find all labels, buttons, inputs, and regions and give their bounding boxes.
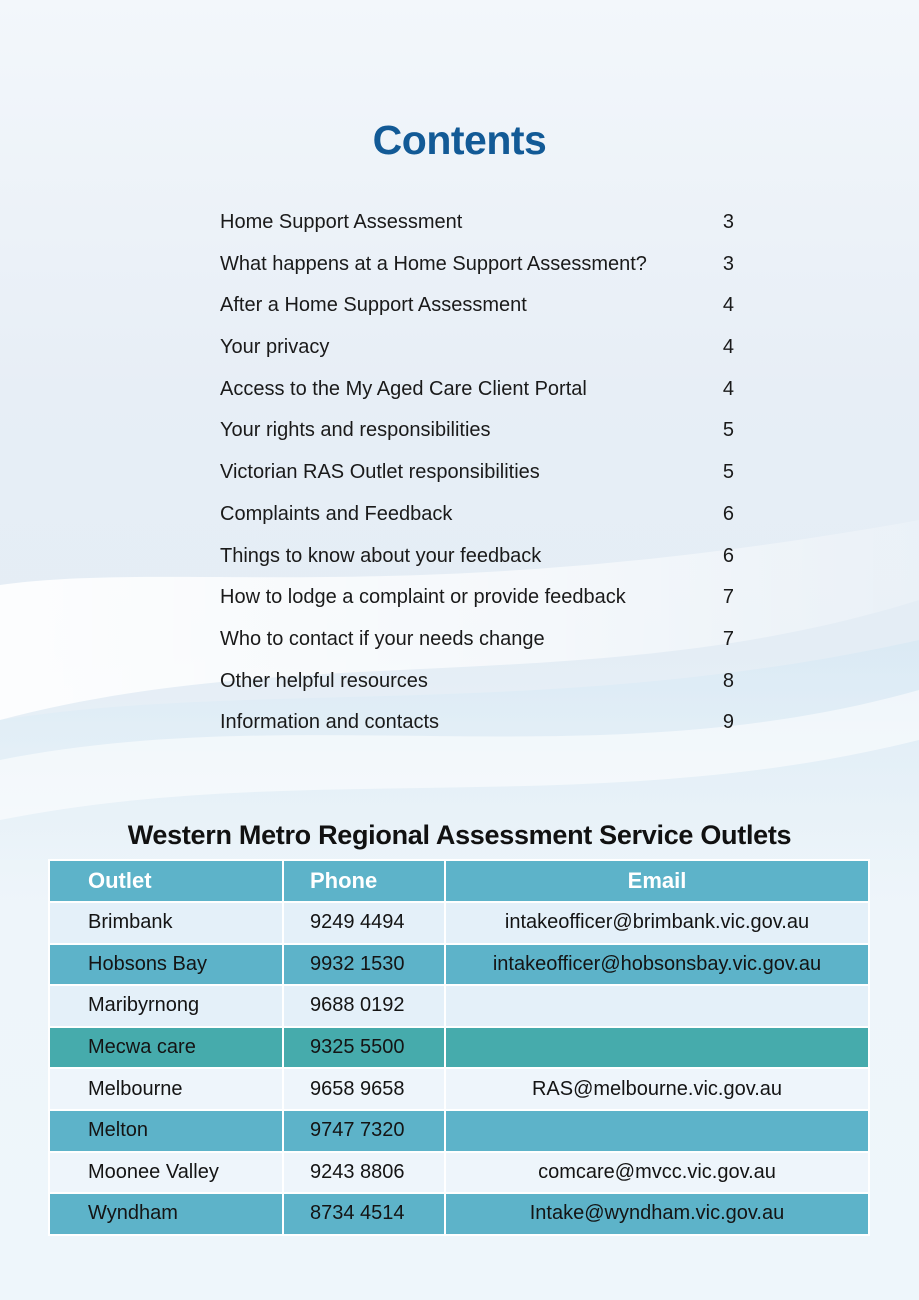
toc-item-label: How to lodge a complaint or provide feedback <box>220 586 626 609</box>
outlets-table <box>48 859 870 1236</box>
outlet-phone[interactable]: 9658 9658 <box>283 1068 445 1110</box>
outlet-phone[interactable]: 9747 7320 <box>283 1110 445 1152</box>
outlet-name: Wyndham <box>49 1193 283 1235</box>
table-row <box>49 1068 869 1110</box>
contents-title: Contents <box>372 117 547 163</box>
toc-item-label: Information and contacts <box>220 711 440 734</box>
toc-item-page: 6 <box>722 544 734 567</box>
toc-item-label: What happens at a Home Support Assessment? <box>220 252 647 275</box>
toc-item-page: 5 <box>722 419 734 442</box>
outlet-email[interactable]: intakeofficer@brimbank.vic.gov.au <box>445 902 869 944</box>
outlet-phone[interactable]: 9932 1530 <box>283 944 445 986</box>
outlet-phone[interactable]: 9688 0192 <box>283 985 445 1027</box>
toc-item-label: Who to contact if your needs change <box>220 627 545 650</box>
outlet-phone[interactable]: 9249 4494 <box>283 902 445 944</box>
toc-item[interactable] <box>220 410 740 452</box>
toc-item-label: Things to know about your feedback <box>220 544 542 567</box>
toc-item-label: Other helpful resources <box>220 669 428 692</box>
outlet-name: Mecwa care <box>49 1027 283 1069</box>
outlets-title: Western Metro Regional Assessment Service Outlets <box>127 820 792 850</box>
toc-item-page: 8 <box>722 669 734 692</box>
toc-item-page: 4 <box>722 336 734 359</box>
toc-item[interactable] <box>220 661 740 703</box>
outlet-email[interactable]: intakeofficer@hobsonsbay.vic.gov.au <box>445 944 869 986</box>
column-header-outlet: Outlet <box>49 860 283 902</box>
toc-item[interactable] <box>220 619 740 661</box>
outlet-name: Hobsons Bay <box>49 944 283 986</box>
toc-item-label: After a Home Support Assessment <box>220 294 527 317</box>
outlet-phone[interactable]: 9243 8806 <box>283 1152 445 1194</box>
toc-item-page: 5 <box>722 461 734 484</box>
table-row <box>49 1110 869 1152</box>
table-row <box>49 985 869 1027</box>
outlet-name: Moonee Valley <box>49 1152 283 1194</box>
toc-item-page: 3 <box>722 252 734 275</box>
column-header-email: Email <box>445 860 869 902</box>
toc-item-page: 9 <box>722 711 734 734</box>
toc-item-label: Your privacy <box>220 336 330 359</box>
toc-item[interactable] <box>220 285 740 327</box>
outlet-email <box>445 1110 869 1152</box>
table-row <box>49 1027 869 1069</box>
toc-item[interactable] <box>220 202 740 244</box>
outlet-name: Melton <box>49 1110 283 1152</box>
toc-item-label: Complaints and Feedback <box>220 502 453 525</box>
toc-item-page: 4 <box>722 377 734 400</box>
toc-item-label: Home Support Assessment <box>220 211 463 233</box>
outlet-phone[interactable]: 8734 4514 <box>283 1193 445 1235</box>
toc-item-label: Victorian RAS Outlet responsibilities <box>220 461 540 484</box>
toc-item-page: 7 <box>722 586 734 609</box>
toc-item[interactable] <box>220 536 740 578</box>
toc-item[interactable] <box>220 369 740 411</box>
toc-item[interactable] <box>220 452 740 494</box>
outlet-email[interactable]: Intake@wyndham.vic.gov.au <box>445 1193 869 1235</box>
table-of-contents <box>220 202 740 744</box>
toc-item[interactable] <box>220 327 740 369</box>
toc-item[interactable] <box>220 702 740 744</box>
toc-item[interactable] <box>220 494 740 536</box>
table-header-row <box>49 860 869 902</box>
outlet-phone[interactable]: 9325 5500 <box>283 1027 445 1069</box>
outlet-name: Melbourne <box>49 1068 283 1110</box>
outlet-name: Maribyrnong <box>49 985 283 1027</box>
table-row <box>49 944 869 986</box>
toc-item-page: 3 <box>722 211 734 233</box>
table-row <box>49 902 869 944</box>
outlet-email[interactable]: RAS@melbourne.vic.gov.au <box>445 1068 869 1110</box>
toc-item[interactable] <box>220 577 740 619</box>
table-row <box>49 1193 869 1235</box>
outlet-email[interactable]: comcare@mvcc.vic.gov.au <box>445 1152 869 1194</box>
table-row <box>49 1152 869 1194</box>
outlet-name: Brimbank <box>49 902 283 944</box>
outlet-email <box>445 985 869 1027</box>
column-header-phone: Phone <box>283 860 445 902</box>
toc-item-page: 4 <box>722 294 734 317</box>
toc-item-label: Access to the My Aged Care Client Portal <box>220 377 587 400</box>
toc-item-page: 7 <box>722 627 734 650</box>
toc-item[interactable] <box>220 244 740 286</box>
toc-item-page: 6 <box>722 502 734 525</box>
toc-item-label: Your rights and responsibilities <box>220 419 491 442</box>
outlet-email <box>445 1027 869 1069</box>
